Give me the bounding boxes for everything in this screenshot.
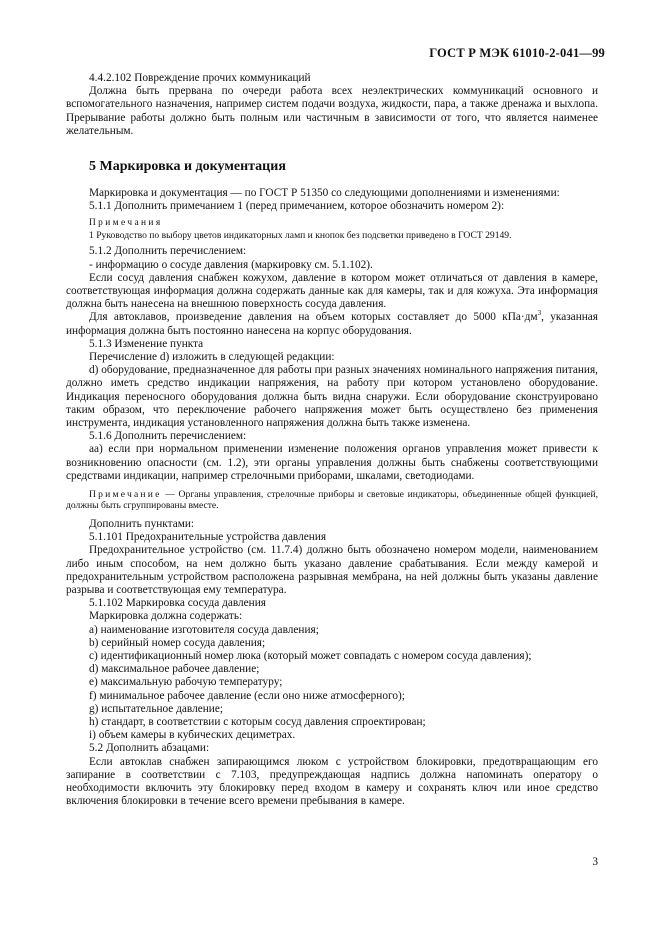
clause-5-1-102: 5.1.102 Маркировка сосуда давления (89, 597, 266, 610)
note-2 (66, 489, 598, 512)
clause-5-1-3-item-d: d) оборудование, предназначенное для работы при разных значениях номинального напряжения питания, должно иметь средство индикации напряжения, на работу при котором установлено оборудование. Индикация переносного оборудования должна быть видна снаружи. Если оборудование сконструировано таким образом, что переключение рабочего напряжения может быть осуществлено без применения инструмента, индикация установленного напряжения должна быть также изменена. (66, 364, 598, 429)
page-number: 3 (592, 856, 598, 868)
section-5-heading: 5 Маркировка и документация (89, 159, 286, 175)
note-2-text: — Органы управления, стрелочные приборы и световые индикаторы, объединенные общей функцией, должны быть сгруппированы вместе. (66, 488, 598, 512)
document-body (66, 72, 598, 808)
list-item: c) идентификационный номер люка (который может совпадать с номером сосуда давления); (89, 650, 532, 663)
notes-caption: Примечания (89, 217, 163, 228)
list-item: d) максимальное рабочее давление; (89, 663, 260, 676)
clause-5-1-2-item: - информацию о сосуде давления (маркировку см. 5.1.102). (89, 258, 373, 271)
add-items-line: Дополнить пунктами: (89, 517, 195, 530)
note-2-caption: Примечание (89, 488, 162, 500)
clause-5-1-2: 5.1.2 Дополнить перечислением: (89, 245, 247, 258)
clause-5-1-2-para-2-start: Для автоклавов, произведение давления на объем которых составляет до 5000 кПа·дм (89, 311, 538, 324)
list-item: b) серийный номер сосуда давления; (89, 636, 266, 649)
list-item: i) объем камеры в кубических дециметрах. (89, 729, 296, 742)
list-item: e) максимальную рабочую температуру; (89, 676, 283, 689)
clause-5-2-text: Если автоклав снабжен запирающимся люком с устройством блокировки, предотвращающим его запирание в соответствии с 7.103, предупреждающая надпись должна напоминать оператору о необходимости включить эту блокировку перед входом в камеру и сохранять ключ или иное средство включения блокировки в течение всего времени пребывания в камере. (66, 755, 598, 808)
document-code-header: ГОСТ Р МЭК 61010-2-041—99 (429, 46, 605, 60)
list-item: a) наименование изготовителя сосуда давления; (89, 623, 319, 636)
clause-5-1-102-sub: Маркировка должна содержать: (89, 610, 243, 623)
clause-5-1-3-sub: Перечисление d) изложить в следующей редакции: (89, 350, 335, 363)
clause-5-1-3: 5.1.3 Изменение пункта (89, 337, 204, 350)
clause-5-1-2-para-2-end: , указанная информация должна быть постоянно нанесена на корпус оборудования. (66, 311, 598, 337)
clause-5-2: 5.2 Дополнить абзацами: (89, 742, 210, 755)
clause-5-1-6-item-aa: aa) если при нормальном применении изменение положения органов управления может привести к возникновению опасности (см. 1.2), эти органы управления должны быть снабжены соответствующими средствами индикации, например стрелочными приборами, шкалами, светодиодами. (66, 443, 598, 482)
cubic-superscript: 3 (537, 309, 542, 318)
clause-4-4-2-102-text: Должна быть прервана по очереди работа всех неэлектрических коммуникаций основного и вспомогательного назначения, например систем подачи воздуха, жидкости, пара, а также дренажа и выхлопа. Прерывание работы должно быть полным или частичным в зависимости от того, что является наименее желательным. (66, 85, 598, 137)
section-5-intro: Маркировка и документация — по ГОСТ Р 51350 со следующими дополнениями и изменениями: (89, 187, 560, 200)
clause-5-1-2-para-1: Если сосуд давления снабжен кожухом, давление в котором может отличаться от давления в камере, соответствующая информация должна содержать данные как для камеры, так и для кожуха. Эта информация должна быть нанесена на внешнюю поверхность сосуда давления. (66, 271, 598, 311)
note-1: 1 Руководство по выбору цветов индикаторных ламп и кнопок без подсветки приведено в ГОСТ 29149. (89, 229, 512, 241)
clause-5-1-101-text: Предохранительное устройство (см. 11.7.4) должно быть обозначено номером модели, наименованием либо иным способом, на нем должно быть указано давление срабатывания. Если между камерой и предохранительным устройством расположена разрывная мембрана, на ней должны быть указаны давление разрыва и соответствующая ему температура. (66, 544, 598, 596)
clause-5-1-101: 5.1.101 Предохранительные устройства давления (89, 531, 327, 544)
clause-5-1-2-para-2 (66, 311, 598, 337)
clause-5-1-1: 5.1.1 Дополнить примечанием 1 (перед примечанием, которое обозначить номером 2): (89, 200, 505, 213)
clause-4-4-2-102-title: 4.4.2.102 Повреждение прочих коммуникаций (89, 72, 311, 84)
list-item: h) стандарт, в соответствии с которым сосуд давления спроектирован; (89, 716, 426, 729)
list-item: g) испытательное давление; (89, 702, 223, 715)
clause-5-1-6: 5.1.6 Дополнить перечислением: (89, 430, 247, 443)
list-item: f) минимальное рабочее давление (если оно ниже атмосферного); (89, 689, 405, 702)
